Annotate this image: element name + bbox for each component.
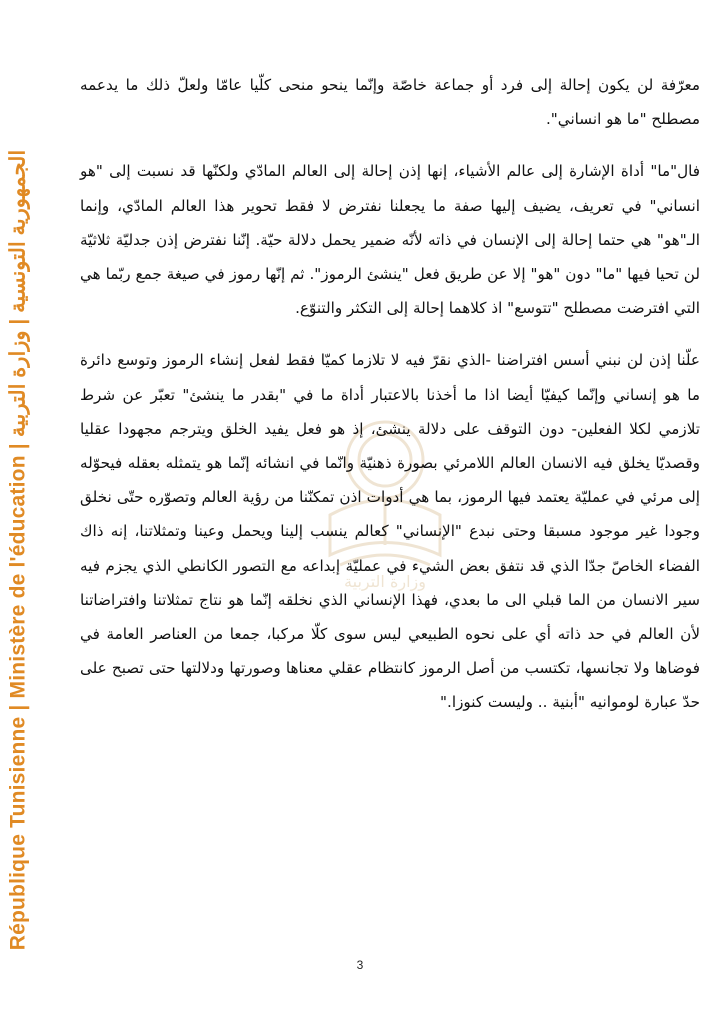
side-banner-text: République Tunisienne | Ministère de l'éducation | الجمهورية التونسية | وزارة التربية: [6, 149, 30, 951]
side-banner: [0, 60, 36, 951]
paragraph-1: معرّفة لن يكون إحالة إلى فرد أو جماعة خاصّة وإنّما ينحو منحى كلّيا عامّا ولعلّ ذلك ما يدعمه مصطلح "ما هو انساني".: [80, 76, 700, 129]
watermark-caption: وزارة التربية: [344, 572, 426, 591]
page-number: 3: [356, 958, 364, 972]
paragraph-2: فال"ما" أداة الإشارة إلى عالم الأشياء، إنها إذن إحالة إلى العالم المادّي ولكنّها قد نسبت إلى "هو انساني" في تعريف، يضيف إليها صفة ما يجعلنا نفترض لا فقط تحوير هذا العالم المادّي، وإنما الـ"هو" هي حتما إحالة إلى الإنسان في ذاته لأنّه ضمير يحمل دلالة حيّة. إنّنا نفترض إذن جدليّة ثلاثيّة لن تحيا فيها "ما" دون "هو" إلا عن طريق فعل "ينشئ الرموز". ثم إنّها رموز في صيغة جمع ربّما هي التي افترضت مصطلح "تتوسع" اذ كلاهما إحالة إلى التكثر والتنوّع.: [80, 162, 700, 318]
article-body: [80, 68, 700, 738]
paragraph-3: علّنا إذن لن نبني أسس افتراضنا -الذي نقرّ فيه لا تلازما كميّا فقط لفعل إنشاء الرموز وتوسع دائرة ما هو إنساني وإنّما كيفيّا أيضا اذا ما أخذنا بالاعتبار أداة ما في "بقدر ما ينشئ" تعبّر عن شرط تلازمي لكلا الفعلين- دون التوقف على دلالة ينشئ، إذ هو فعل يفيد الخلق ويترجم مجهودا عقليا وقصديّا يخلق فيه الانسان العالم اللامرئي بصورة ذهنيّة وانّما في انشائه إنّما هو يتمثله بعقله فيحوّله إلى مرئي في عمليّة يعتمد فيها الرموز، بما هي أدوات اذن تمكنّنا من رؤية العالم وتصوّره حتّى نخلق وجودا غير موجود مسبقا وحتى نبدع "الإنساني" كعالم ينسب إلينا ويحمل وعينا وتمثلاتنا، إنه ذاك الفضاء الخاصّ جدّا الذي قد نتفق بعض الشيء في عمليّة إبداعه مع التصور الكانطي الذي يجزم فيه سير الانسان من الما قبلي الى ما بعدي، فهذا الإنساني الذي نخلقه إنّما هو نتاج تمثلاتنا وافتراضاتنا لأن العالم في حد ذاته أي على نحوه الطبيعي ليس سوى كلّا مركبا، جمعا من العناصر العامة في فوضاها ولا تجانسها، تكتسب من أصل الرموز كانتظام عقلي معناها وصورتها ودلالتها حتى تصبح على حدّ عبارة لوموانيه "أبنية .. وليست كنوزا.": [80, 351, 700, 712]
